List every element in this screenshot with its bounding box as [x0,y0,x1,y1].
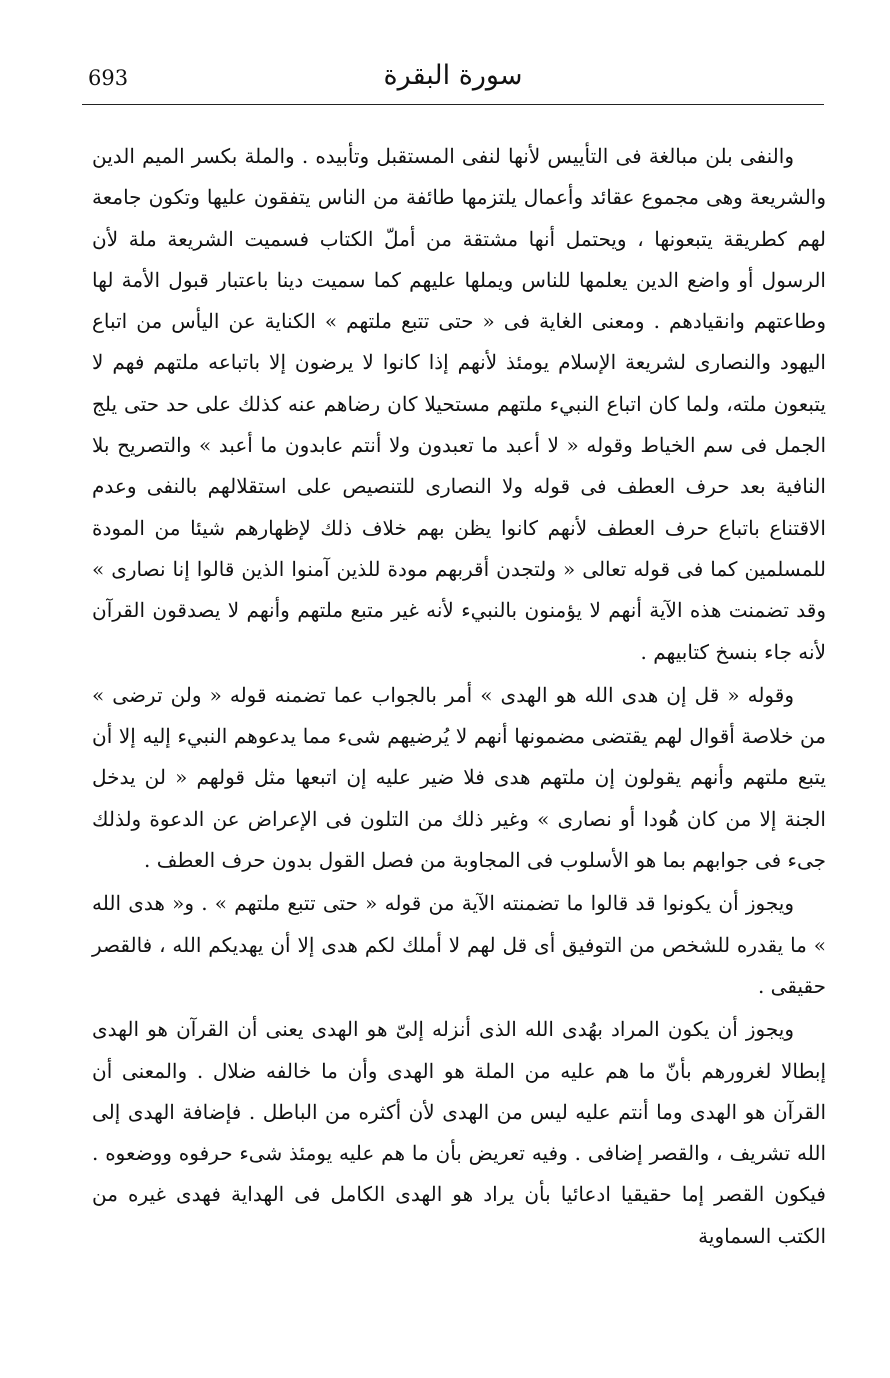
paragraph-4: ويجوز أن يكون المراد بهُدى الله الذى أنزله إلىّ هو الهدى يعنى أن القرآن هو الهدى إبطالا لغرورهم بأنّ ما هم عليه من الملة هو الهدى وأن ما خالفه ضلال . والمعنى أن القرآن هو الهدى وما أنتم عليه ليس من الهدى لأن أكثره من الباطل . فإضافة الهدى إلى الله تشريف ، والقصر إضافى . وفيه تعريض بأن ما هم عليه يومئذ شىء حرفوه ووضعوه . فيكون القصر إما حقيقيا ادعائيا بأن يراد هو الهدى الكامل فى الهداية فهدى غيره من الكتب السماوية [92,1017,826,1248]
page-header [88,58,818,102]
paragraph-3: ويجوز أن يكونوا قد قالوا ما تضمنته الآية من قوله « حتى تتبع ملتهم » . و« هدى الله » ما يقدره للشخص من التوفيق أى قل لهم لا أملك لكم هدى إلا أن يهديكم الله ، فالقصر حقيقى . [92,891,826,998]
page-body [92,136,826,1257]
page-number: 693 [88,66,129,90]
header-divider [82,104,824,105]
paragraph-2: وقوله « قل إن هدى الله هو الهدى » أمر بالجواب عما تضمنه قوله « ولن ترضى » من خلاصة أقوال لهم يقتضى مضمونها أنهم لا يُرضيهم شىء مما يدعوهم النبيء إليه إلا أن يتبع ملتهم وأنهم يقولون إن ملتهم هدى فلا ضير عليه إن اتبعها مثل قولهم « لن يدخل الجنة إلا من كان هُودا أو نصارى » وغير ذلك من التلون فى الإعراض عن الدعوة ولذلك جىء فى جوابهم بما هو الأسلوب فى المجاوبة من فصل القول بدون حرف العطف . [92,682,826,873]
paragraph-1: والنفى بلن مبالغة فى التأييس لأنها لنفى المستقبل وتأبيده . والملة بكسر الميم الدين والشريعة وهى مجموع عقائد وأعمال يلتزمها طائفة من الناس يتفقون عليها وتكون جامعة لهم كطريقة يتبعونها ، ويحتمل أنها مشتقة من أملّ الكتاب فسميت الشريعة ملة لأن الرسول أو واضع الدين يعلمها للناس ويملها عليهم كما سميت دينا باعتبار قبول الأمة لها وطاعتهم وانقيادهم . ومعنى الغاية فى « حتى تتبع ملتهم » الكناية عن اليأس من اتباع اليهود والنصارى لشريعة الإسلام يومئذ لأنهم إذا كانوا لا يرضون إلا باتباعه ملتهم فهم لا يتبعون ملته، ولما كان اتباع النبيء ملتهم مستحيلا كان رضاهم عنه كذلك على حد حتى يلج الجمل فى سم الخياط وقوله « لا أعبد ما تعبدون ولا أنتم عابدون ما أعبد » والتصريح بلا النافية بعد حرف العطف فى قوله ولا النصارى للتنصيص على استقلالهم بالنفى وعدم الاقتناع باتباع حرف العطف لأنهم كانوا يظن بهم خلاف ذلك لإظهارهم شيئا من المودة للمسلمين كما فى قوله تعالى « ولتجدن أقربهم مودة للذين آمنوا الذين قالوا إنا نصارى » وقد تضمنت هذه الآية أنهم لا يؤمنون بالنبيء لأنه غير متبع ملتهم وأنهم لا يصدقون القرآن لأنه جاء بنسخ كتابيهم . [92,144,827,664]
running-title: سورة البقرة [383,60,523,91]
